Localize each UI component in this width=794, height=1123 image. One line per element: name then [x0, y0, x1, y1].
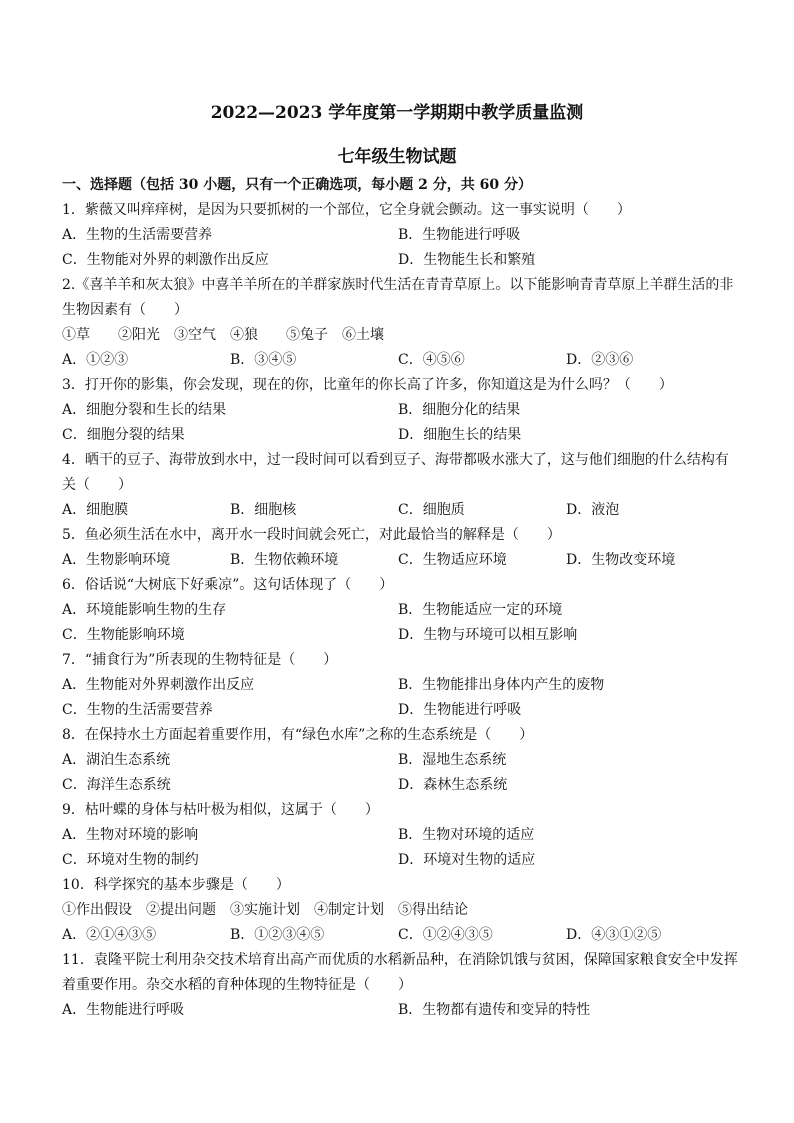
answer-option: A．细胞膜 — [62, 502, 129, 518]
question-11 — [62, 948, 738, 1023]
exam-subtitle: 七年级生物试题 — [337, 147, 457, 167]
options-row — [62, 773, 732, 798]
answer-option: C．④⑤⑥ — [398, 352, 465, 368]
answer-option: C．细胞质 — [398, 502, 465, 518]
answer-option: A．生物对环境的影响 — [62, 827, 199, 843]
answer-option: D．生物能生长和繁殖 — [398, 252, 536, 268]
answer-option: A．环境能影响生物的生存 — [62, 602, 227, 618]
options-row — [62, 848, 732, 873]
answer-option: B．③④⑤ — [230, 352, 297, 368]
options-row — [62, 748, 732, 773]
answer-option: B．湿地生态系统 — [398, 752, 507, 768]
answer-option: B．细胞分化的结果 — [398, 402, 521, 418]
answer-option: D．生物改变环境 — [566, 552, 676, 568]
answer-option: C．生物的生活需要营养 — [62, 702, 213, 718]
question-8 — [62, 723, 732, 798]
answer-option: C．细胞分裂的结果 — [62, 427, 185, 443]
answer-option: B．细胞核 — [230, 502, 297, 518]
answer-option: B．生物能排出身体内产生的废物 — [398, 677, 605, 693]
question-stem-line: 5．鱼必须生活在水中，离开水一段时间就会死亡，对此最恰当的解释是（ ） — [62, 527, 561, 543]
question-stem-line: 着重要作用。杂交水稻的育种体现的生物特征是（ ） — [62, 977, 412, 993]
options-row — [62, 498, 732, 523]
answer-option: A．生物的生活需要营养 — [62, 227, 213, 243]
options-row — [62, 923, 732, 948]
question-stem-line: 关（ ） — [62, 477, 132, 493]
answer-option: B．①②③④⑤ — [230, 927, 325, 943]
answer-option: D．液泡 — [566, 502, 620, 518]
question-stem-line: ①作出假设 ②提出问题 ③实施计划 ④制定计划 ⑤得出结论 — [62, 902, 468, 918]
answer-option: A．湖泊生态系统 — [62, 752, 171, 768]
answer-option: C．环境对生物的制约 — [62, 852, 199, 868]
answer-option: C．生物能对外界的刺激作出反应 — [62, 252, 269, 268]
options-row — [62, 548, 732, 573]
question-1 — [62, 198, 732, 273]
question-9 — [62, 798, 732, 873]
answer-option: A．生物影响环境 — [62, 552, 171, 568]
answer-option: B．生物能进行呼吸 — [398, 227, 521, 243]
question-stem-line: 1．紫薇又叫痒痒树，是因为只要抓树的一个部位，它全身就会颤动。这一事实说明（ ） — [62, 202, 631, 218]
options-row — [62, 348, 732, 373]
options-row — [62, 248, 732, 273]
answer-option: D．环境对生物的适应 — [398, 852, 536, 868]
question-10 — [62, 873, 732, 948]
question-list — [62, 198, 738, 1023]
question-4 — [62, 448, 732, 523]
options-row — [62, 698, 732, 723]
answer-option: D．④③①②⑤ — [566, 927, 662, 943]
question-stem-line: 6．俗话说“大树底下好乘凉”。这句话体现了（ ） — [62, 577, 394, 593]
answer-option: B．生物对环境的适应 — [398, 827, 535, 843]
answer-option: A．生物能进行呼吸 — [62, 1002, 185, 1018]
answer-option: C．生物适应环境 — [398, 552, 507, 568]
question-stem-line: 9．枯叶蝶的身体与枯叶极为相似，这属于（ ） — [62, 802, 379, 818]
answer-option: C．海洋生态系统 — [62, 777, 171, 793]
answer-option: A．②①④③⑤ — [62, 927, 157, 943]
answer-option: B．生物能适应一定的环境 — [398, 602, 563, 618]
question-6 — [62, 573, 732, 648]
question-stem-line: 10．科学探究的基本步骤是（ ） — [62, 877, 290, 893]
options-row — [62, 823, 732, 848]
answer-option: D．生物与环境可以相互影响 — [398, 627, 578, 643]
question-5 — [62, 523, 732, 573]
question-stem-line: 3．打开你的影集，你会发现，现在的你，比童年的你长高了许多，你知道这是为什么吗？（ ） — [62, 377, 673, 393]
answer-option: B．生物依赖环境 — [230, 552, 339, 568]
options-row — [62, 623, 732, 648]
exam-title: 2022—2023 学年度第一学期期中教学质量监测 — [210, 103, 584, 123]
question-2 — [62, 273, 732, 373]
options-row — [62, 598, 732, 623]
answer-option: A．细胞分裂和生长的结果 — [62, 402, 227, 418]
options-row — [62, 223, 732, 248]
answer-option: B．生物都有遗传和变异的特性 — [398, 1002, 591, 1018]
answer-option: D．生物能进行呼吸 — [398, 702, 522, 718]
answer-option: A．生物能对外界刺激作出反应 — [62, 677, 255, 693]
answer-option: D．森林生态系统 — [398, 777, 508, 793]
answer-option: C．①②④③⑤ — [398, 927, 493, 943]
question-stem-line: 8．在保持水土方面起着重要作用，有“绿色水库”之称的生态系统是（ ） — [62, 727, 534, 743]
question-3 — [62, 373, 732, 448]
question-7 — [62, 648, 732, 723]
question-stem-line: ①草 ②阳光 ③空气 ④狼 ⑤兔子 ⑥土壤 — [62, 327, 384, 343]
question-stem-line: 生物因素有（ ） — [62, 302, 188, 318]
question-stem-line: 4．晒干的豆子、海带放到水中，过一段时间可以看到豆子、海带都吸水涨大了，这与他们细胞的什么结构有 — [62, 452, 729, 468]
question-stem-line: 7．“捕食行为”所表现的生物特征是（ ） — [62, 652, 338, 668]
options-row — [62, 998, 732, 1023]
question-stem-line: 11．袁隆平院士利用杂交技术培育出高产而优质的水稻新品种，在消除饥饿与贫困，保障国家粮食安全中发挥 — [62, 952, 738, 968]
options-row — [62, 673, 732, 698]
answer-option: D．细胞生长的结果 — [398, 427, 522, 443]
options-row — [62, 423, 732, 448]
question-stem-line: 2.《喜羊羊和灰太狼》中喜羊羊所在的羊群家族时代生活在青青草原上。以下能影响青青草原上羊群生活的非 — [62, 277, 734, 293]
answer-option: C．生物能影响环境 — [62, 627, 185, 643]
answer-option: A．①②③ — [62, 352, 129, 368]
options-row — [62, 398, 732, 423]
section-heading: 一、选择题（包括 30 小题，只有一个正确选项，每小题 2 分，共 60 分） — [62, 177, 532, 193]
answer-option: D．②③⑥ — [566, 352, 634, 368]
